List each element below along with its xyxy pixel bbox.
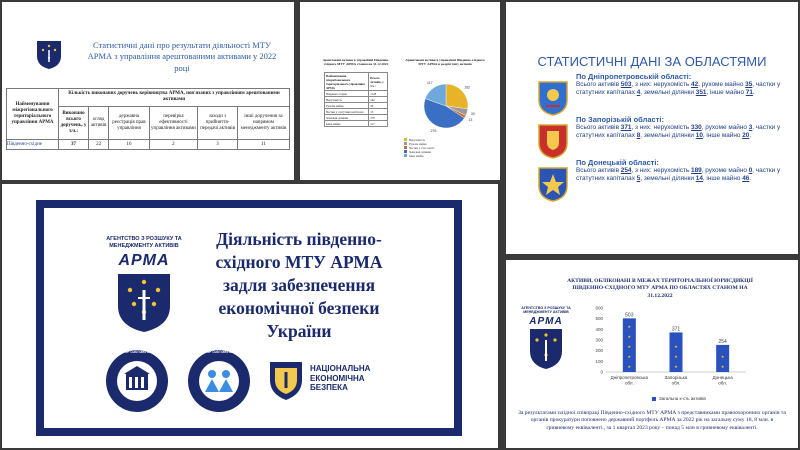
slide-2-table-title: Арештовані активи в управлінні Південно-східного МТУ АРМА станом на 31.12.2022 (322, 58, 390, 67)
star-icon: ★ (674, 364, 678, 369)
logo-agency-text: АГЕНТСТВО З РОЗШУКУ ТА МЕНЕДЖМЕНТУ АКТИВІВ (521, 306, 571, 315)
region-name: По Дніпропетровській області: (576, 72, 692, 81)
y-tick-label: 600 (595, 305, 603, 311)
y-tick-label: 400 (595, 326, 603, 332)
sub-header: огляд активів (89, 106, 109, 140)
star-icon: ★ (627, 344, 632, 349)
star-icon: ★ (627, 354, 632, 359)
slide-1-title: Статистичні дані про результати діяльності МТУ АРМА з управління арештованими активами у 2022 році (87, 40, 277, 73)
cell: 30 (369, 103, 388, 109)
x-category-label: Донецька (712, 375, 733, 380)
main-title: Діяльність південно-східного МТУ АРМА задля забезпечення економічної безпеки України (215, 229, 383, 342)
col-total-header: Виконано всього доручень, у т.ч.: (59, 106, 89, 140)
x-category-label: Дніпропетровська (610, 375, 649, 380)
slide-5-title: АКТИВИ, ОБЛІКОВАНІ В МЕЖАХ ТЕРИТОРІАЛЬНОЇ ЮРИСДИКЦІЇ ПІВДЕННО-СХІДНОГО МТУ АРМА ПО ОБЛАСТЯХ СТАНОМ НА 31.12.2022 (567, 278, 753, 299)
university-seal-2 (186, 348, 252, 414)
zaporizhzhia-emblem-icon (536, 121, 570, 159)
university-seal-1 (104, 348, 170, 414)
chart-legend (652, 396, 706, 401)
arma-logo (518, 306, 574, 371)
cell: 11 (237, 140, 289, 150)
table-row (325, 121, 388, 127)
y-tick-label: 300 (595, 337, 603, 343)
university-seal-icon (104, 348, 170, 414)
sub-header: заходи з прийняття-передачі активів (198, 106, 238, 140)
region-name: По Донецькій області: (576, 158, 659, 167)
cell: 276 (369, 115, 388, 121)
col-unit-header: Найменування міжрегіонального територіального управління АРМА (7, 89, 59, 140)
col-b-header: Всього активів, у т.ч.: (369, 73, 388, 91)
row-label: Південно-східне (7, 140, 59, 150)
arma-shield-icon (116, 272, 172, 334)
x-category-label: обл. (624, 380, 634, 386)
legend-swatch (404, 138, 407, 141)
region-stats: Всього активів 503, з них: нерухомість 42, рухоме майно 35, частки у статутних капіталах 4, земельні ділянки 351, інше майно 71. (576, 81, 781, 97)
nacbez-line-3: БЕЗПЕКА (310, 383, 348, 393)
cell: 3 (198, 140, 238, 150)
pie-slice-label: 30 (470, 111, 475, 116)
bar-value-label: 254 (718, 338, 727, 345)
table-row (7, 140, 290, 150)
arma-logo (104, 236, 184, 334)
y-tick-label: 500 (595, 316, 603, 322)
logo-word: АРМА (529, 315, 563, 327)
legend-label: Земельні ділянки (409, 150, 432, 155)
x-category-label: обл. (718, 380, 728, 386)
row-label: Земельні ділянки (325, 115, 369, 121)
pie-slice-label: 162 (464, 85, 470, 90)
cell: 2 (149, 140, 197, 150)
legend-label: Рухоме майно (409, 142, 427, 147)
bar-value-label: 371 (671, 326, 681, 333)
national-economic-security-logo (266, 358, 386, 406)
slide-1-stats-table[interactable] (2, 2, 294, 180)
row-label: Південно-східне (325, 91, 369, 97)
slide-4-main-title[interactable] (2, 184, 498, 448)
cell: 1128 (369, 91, 388, 97)
assets-table (324, 72, 388, 127)
arma-shield-icon (528, 327, 564, 371)
assignments-table (6, 88, 290, 150)
sub-header: інші доручення за напрямом менеджменту активів (237, 106, 289, 140)
slide-3-title: СТАТИСТИЧНІ ДАНІ ЗА ОБЛАСТЯМИ (537, 54, 767, 69)
slide-2-assets-pie[interactable] (300, 2, 500, 180)
star-icon: ★ (720, 354, 725, 359)
legend-swatch (404, 154, 407, 157)
row-label: Частки у статутних капіталах (325, 109, 369, 115)
y-tick-label: 200 (595, 348, 603, 354)
slide-5-bar-chart[interactable] (506, 260, 798, 448)
star-icon: ★ (627, 324, 632, 329)
cell: 162 (369, 97, 388, 103)
assets-pie-chart (414, 76, 484, 136)
pie-slice-label: 117 (427, 81, 433, 86)
region-name: По Запорізькій області: (576, 115, 664, 124)
regions-bar-chart (590, 304, 750, 396)
seal-text: UNIVERSITY OF CUSTOMS AND FINANCE (187, 350, 251, 354)
legend-item (404, 154, 484, 158)
cell: 22 (89, 140, 109, 150)
security-shield-icon (266, 358, 306, 402)
legend-swatch (652, 397, 656, 401)
pie-slice-label: 276 (430, 129, 437, 134)
star-icon: ★ (627, 364, 632, 369)
dnipro-emblem-icon (536, 78, 570, 116)
nacbez-line-1: НАЦІОНАЛЬНА (310, 364, 371, 373)
col-a-header: Найменування міжрегіонального територіального управління АРМА (325, 73, 369, 91)
slide-2-chart-title: Арештовані активи в управлінні Південно-східного МТУ АРМА в розрізі типу активів (405, 58, 485, 67)
cell: 37 (59, 140, 89, 150)
pie-legend (404, 138, 484, 158)
star-icon: ★ (627, 334, 632, 339)
cell: 117 (369, 121, 388, 127)
frame (36, 200, 462, 436)
star-icon: ★ (674, 344, 678, 349)
legend-label: Загальна к-сть активів (659, 396, 706, 401)
star-icon: ★ (674, 354, 678, 359)
row-label: Рухоме майно (325, 103, 369, 109)
arma-logo (32, 38, 66, 70)
legend-swatch (404, 146, 407, 149)
row-label: Інше майно (325, 121, 369, 127)
legend-label: Нерухомість (409, 138, 426, 142)
legend-label: Інше майно (409, 154, 424, 159)
donetsk-emblem-icon (536, 164, 570, 202)
x-category-label: обл. (671, 380, 681, 386)
x-category-label: Запорізька (664, 375, 688, 380)
region-stats: Всього активів 371, з них: нерухомість 330, рухоме майно 3, частки у статутних капіталах 8, земельні ділянки 10, інше майно 20. (576, 124, 781, 140)
slide-3-regions[interactable] (506, 2, 798, 254)
seal-text: UNIVERSITY OF CUSTOMS AND FINANCE (105, 350, 169, 354)
cell: 13 (369, 109, 388, 115)
university-seal-people-icon (186, 348, 252, 414)
arma-shield-icon (36, 38, 62, 70)
legend-label: Частки у стат. капіт. (409, 146, 435, 151)
sub-header: державна реєстрація прав управління (109, 106, 150, 140)
sub-header: перевірка ефективності управління активами (149, 106, 197, 140)
bar-value-label: 503 (625, 312, 634, 319)
y-tick-label: 100 (595, 358, 603, 364)
nacbez-line-2: ЕКОНОМІЧНА (310, 373, 365, 383)
group-header: Кількість виконаних доручень керівництва АРМА, пов'язаних з управлінням арештованими активами (59, 89, 290, 107)
legend-swatch (404, 150, 407, 153)
star-icon: ★ (720, 364, 725, 369)
slide-5-footer: За результатами плідної співпраці Південно-східного МТУ АРМА з представниками правоохоронних органів та органів прокуратури поповнено державний портфель АРМА за 2022 рік на загальну суму 18, 8 млн. в гривневому еквіваленті., за 1 квартал 2023 року – понад 5 млн в гривневому еквіваленті. (518, 410, 786, 431)
row-label: Нерухомість (325, 97, 369, 103)
y-tick-label: 0 (600, 369, 603, 375)
legend-swatch (404, 142, 407, 145)
logo-agency-text: АГЕНТСТВО З РОЗШУКУ ТА МЕНЕДЖМЕНТУ АКТИВІВ (106, 236, 182, 249)
region-stats: Всього активів 254, з них: нерухомість 189, рухоме майно 0, частки у статутних капіталах 5, земельні ділянки 14, інше майно 46. (576, 167, 781, 183)
pie-slice-label: 13 (468, 117, 473, 122)
cell: 16 (109, 140, 150, 150)
logo-word: АРМА (118, 251, 170, 269)
